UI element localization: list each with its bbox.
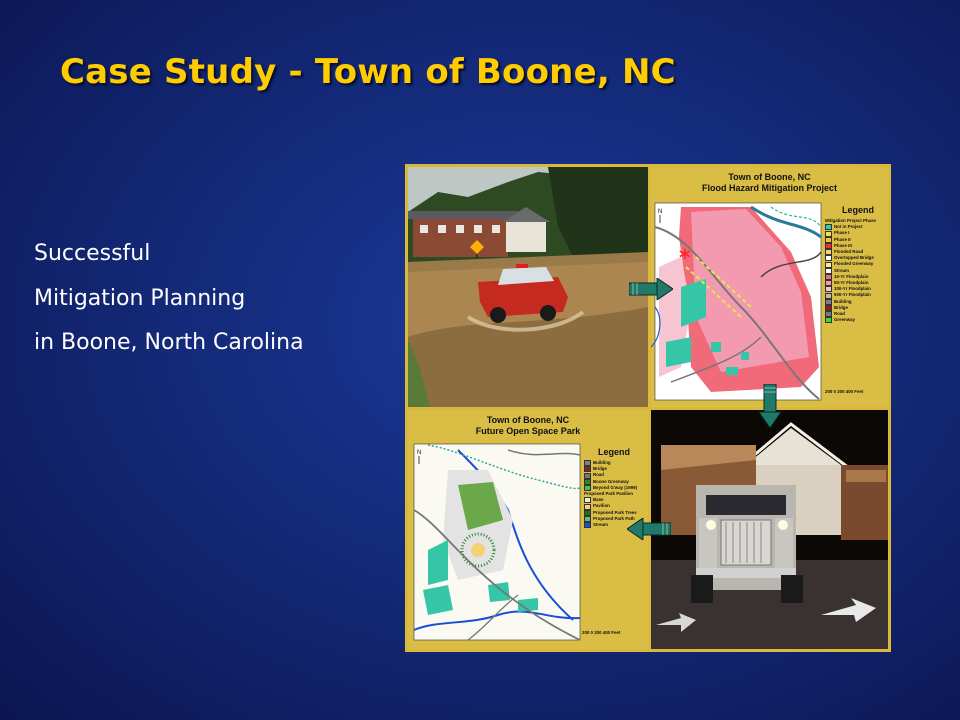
- map1-legend-label: Stream: [834, 267, 849, 273]
- map1-title-line2: Flood Hazard Mitigation Project: [701, 183, 837, 193]
- map1-legend-swatch: [825, 268, 832, 274]
- map1-legend-swatch: [825, 305, 832, 311]
- map2-legend-swatch: [584, 473, 591, 479]
- map2-scale-text: 200 0 200 400 Feet: [582, 630, 621, 635]
- body-line-3: in Boone, North Carolina: [34, 330, 304, 355]
- map1-legend-label: Flooded Road: [834, 249, 864, 255]
- map2-legend-label: Boone Greenway: [593, 478, 629, 484]
- map1-legend-label: Bridge: [834, 304, 848, 310]
- map1-legend-label: Overtopped Bridge: [834, 255, 874, 261]
- map1-legend-swatch: [825, 255, 832, 261]
- svg-text:*: *: [679, 246, 691, 271]
- map1-legend-label: Phase II: [834, 236, 851, 242]
- map2-legend-label: Stream: [593, 522, 608, 528]
- map1-legend-label: Phase III: [834, 242, 852, 248]
- body-line-2: Mitigation Planning: [34, 285, 246, 311]
- image-collage: [405, 164, 891, 652]
- map1-legend-label: Phase I: [834, 230, 850, 236]
- map1-legend-swatch: [825, 280, 832, 286]
- map2-legend-swatch: [584, 466, 591, 472]
- map2-legend-item: [584, 491, 637, 497]
- map2-legend-label: Base: [593, 497, 604, 503]
- map1-legend-swatch: [825, 237, 832, 243]
- map1-legend-label: 500-Yr Floodplain: [834, 292, 871, 298]
- map1-legend-label: 10-Yr Floodplain: [834, 273, 869, 279]
- map1-legend-label: Not in Project: [834, 224, 863, 230]
- map1-legend-swatch: [825, 262, 832, 268]
- map1-legend-label: Road: [834, 311, 845, 317]
- map1-legend-swatch: [825, 299, 832, 305]
- open-space-park-map: [408, 410, 648, 649]
- map1-legend-label: 50-Yr Floodplain: [834, 280, 869, 286]
- map1-legend-item: [825, 317, 876, 323]
- map1-legend-label: Mitigation Project Phase: [825, 218, 876, 223]
- map2-legend-swatch: [584, 510, 591, 516]
- house-relocation-photo: [651, 410, 888, 649]
- map2-legend-swatch: [584, 460, 591, 466]
- map1-legend-label: Greenway: [834, 317, 855, 323]
- map1-legend-list: [825, 218, 876, 323]
- map2-title-line2: Future Open Space Park: [475, 426, 581, 436]
- map1-legend-title: Legend: [842, 205, 875, 215]
- slide-body: [34, 232, 304, 366]
- map2-legend-swatch: [584, 479, 591, 485]
- map2-legend-label: Bridge: [593, 466, 607, 472]
- map1-legend-label: Flooded Greenway: [834, 261, 874, 267]
- map1-title-line1: Town of Boone, NC: [728, 172, 811, 182]
- svg-text:N: N: [417, 450, 422, 456]
- left-arrow-icon: [627, 518, 671, 540]
- map1-legend-swatch: [825, 243, 832, 249]
- map2-legend-label: Proposed Park Pavilion: [584, 491, 634, 497]
- map2-title-line1: Town of Boone, NC: [486, 415, 570, 425]
- map2-legend-swatch: [584, 497, 591, 503]
- flood-mitigation-map: [651, 167, 888, 407]
- map1-scale-text: 200 0 200 400 Feet: [825, 389, 864, 394]
- map1-legend-swatch: [825, 274, 832, 280]
- map1-legend-label: Building: [834, 298, 852, 304]
- slide-title: Case Study - Town of Boone, NC: [60, 52, 676, 92]
- map2-legend-swatch: [584, 504, 591, 510]
- map2-legend-label: Road: [593, 472, 604, 478]
- map2-legend-swatch: [584, 516, 591, 522]
- flood-street-photo: [408, 167, 648, 407]
- map1-legend-swatch: [825, 224, 832, 230]
- map2-legend-swatch: [584, 522, 591, 528]
- map2-legend-label: Proposed Park Path: [593, 515, 635, 521]
- map2-legend-swatch: [584, 485, 591, 491]
- map1-legend-swatch: [825, 311, 832, 317]
- map2-legend-label: Beyond G'way (1999): [593, 484, 637, 490]
- body-line-1: Successful: [34, 241, 151, 266]
- map2-legend-label: Proposed Park Trees: [593, 509, 637, 515]
- down-arrow-icon: [759, 384, 781, 428]
- map1-legend-swatch: [825, 249, 832, 255]
- right-arrow-icon: [629, 278, 673, 300]
- map1-legend-swatch: [825, 317, 832, 323]
- map1-legend-swatch: [825, 286, 832, 292]
- svg-text:N: N: [658, 209, 663, 215]
- map1-legend-label: 100-Yr Floodplain: [834, 286, 871, 292]
- map1-legend-swatch: [825, 293, 832, 299]
- map2-legend-title: Legend: [598, 447, 631, 457]
- map2-legend-label: Building: [593, 460, 611, 465]
- map2-legend-label: Pavilion: [593, 503, 610, 509]
- map1-legend-swatch: [825, 231, 832, 237]
